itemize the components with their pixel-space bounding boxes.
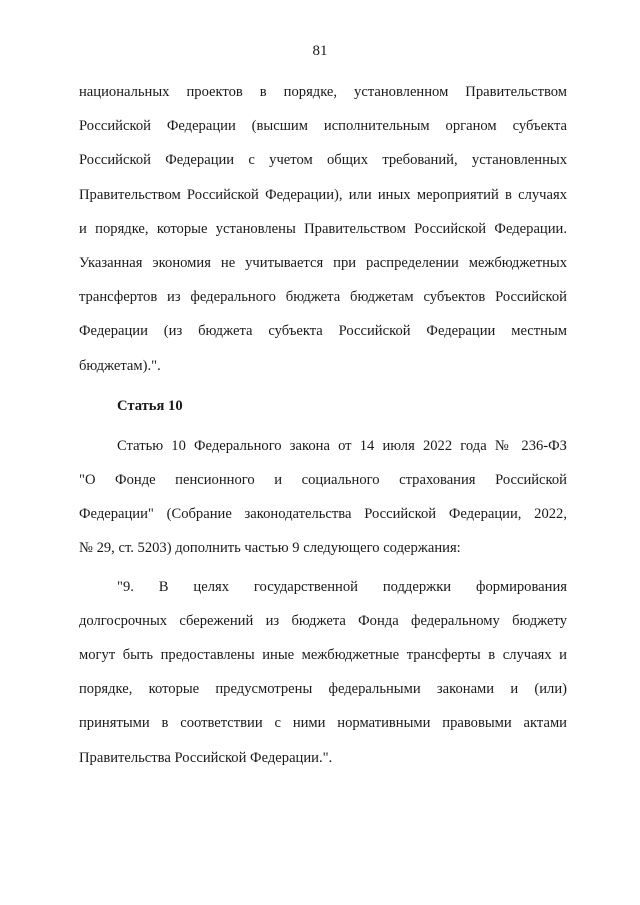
paragraph-amendment <box>79 429 567 566</box>
text-line: Российской Федерации с учетом общих требований, установленных <box>79 152 567 169</box>
text-line: порядке, которые предусмотрены федеральными законами и (или) <box>79 681 567 698</box>
text-line: Федерации (из бюджета субъекта Российской Федерации местным <box>79 323 567 340</box>
text-line: могут быть предоставлены иные межбюджетные трансферты в случаях и <box>79 647 567 663</box>
text-line: Правительством Российской Федерации), или иных мероприятий в случаях <box>79 186 567 203</box>
text-line: принятыми в соответствии с ними нормативными правовыми актами <box>79 715 567 732</box>
document-body <box>79 75 567 775</box>
text-line: бюджетам).". <box>79 357 161 374</box>
text-line: № 29, ст. 5203) дополнить частью 9 следующего содержания: <box>79 540 461 557</box>
text-line: Указанная экономия не учитывается при распределении межбюджетных <box>79 254 567 271</box>
page-number: 81 <box>312 43 328 59</box>
text-line: национальных проектов в порядке, установленном Правительством <box>79 84 567 100</box>
text-line: "9. В целях государственной поддержки формирования <box>117 578 567 595</box>
text-line: Федерации" (Собрание законодательства Российской Федерации, 2022, <box>79 506 567 523</box>
text-line: долгосрочных сбережений из бюджета Фонда федеральному бюджету <box>79 612 567 629</box>
paragraph-continuation <box>79 75 567 383</box>
text-line: Статью 10 Федерального закона от 14 июля 2022 года № 236-ФЗ <box>117 437 567 454</box>
text-line: "О Фонде пенсионного и социального страхования Российской <box>79 472 567 489</box>
paragraph-quoted-part <box>79 570 567 775</box>
text-line: трансфертов из федерального бюджета бюджетам субъектов Российской <box>79 289 567 306</box>
text-line: Правительства Российской Федерации.". <box>79 749 333 766</box>
text-line: и порядке, которые установлены Правительством Российской Федерации. <box>79 220 567 237</box>
article-heading: Статья 10 <box>117 397 183 414</box>
text-line: Российской Федерации (высшим исполнительным органом субъекта <box>79 118 567 135</box>
